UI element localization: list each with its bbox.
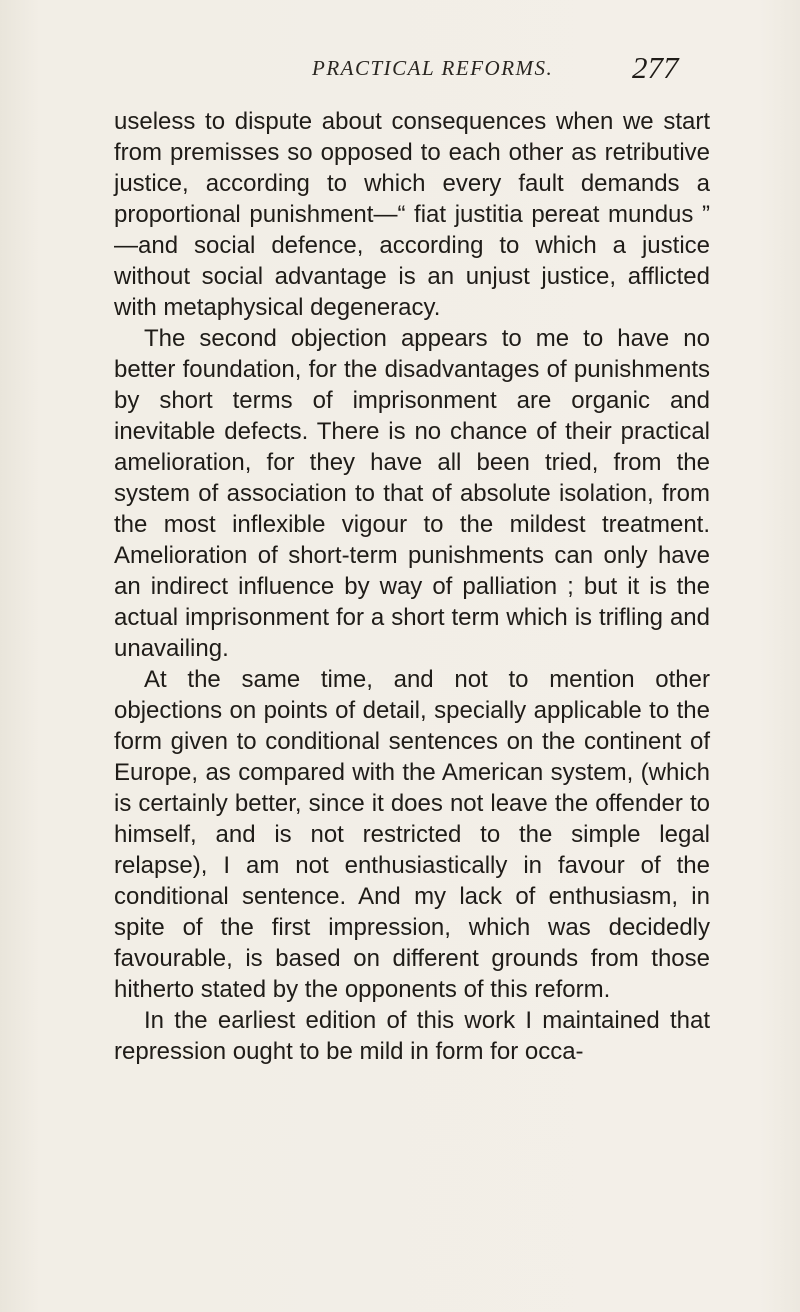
body-text [114, 106, 710, 1067]
paragraph: In the earliest edition of this work I maintained that repression ought to be mild in form for occa- [114, 1007, 710, 1065]
running-head-title: PRACTICAL REFORMS. [312, 56, 554, 80]
page-number: 277 [632, 50, 679, 85]
paragraph: useless to dispute about consequences when we start from premisses so opposed to each other as retributive justice, according to which every fault demands a proportional punishment—“ fiat justitia pereat mundus ” —and social defence, according to which a justice without social advantage is an unjust justice, afflicted with metaphysical degeneracy. [114, 108, 710, 321]
paragraph: The second objection appears to me to have no better foundation, for the disadvantages of punishments by short terms of imprisonment are organic and inevitable defects. There is no chance of their practical amelioration, for they have all been tried, from the system of association to that of absolute isolation, from the most inflexible vigour to the mildest treatment. Amelioration of short-term punishments can only have an indirect influence by way of palliation ; but it is the actual imprisonment for a short term which is trifling and unavailing. [114, 325, 710, 662]
paragraph: At the same time, and not to mention other objections on points of detail, specially applicable to the form given to conditional sentences on the continent of Europe, as compared with the American system, (which is certainly better, since it does not leave the offender to himself, and is not restricted to the simple legal relapse), I am not enthusiastically in favour of the conditional sentence. And my lack of enthusiasm, in spite of the first impression, which was decidedly favourable, is based on different grounds from those hitherto stated by the opponents of this reform. [114, 666, 710, 1003]
running-head [0, 50, 800, 90]
